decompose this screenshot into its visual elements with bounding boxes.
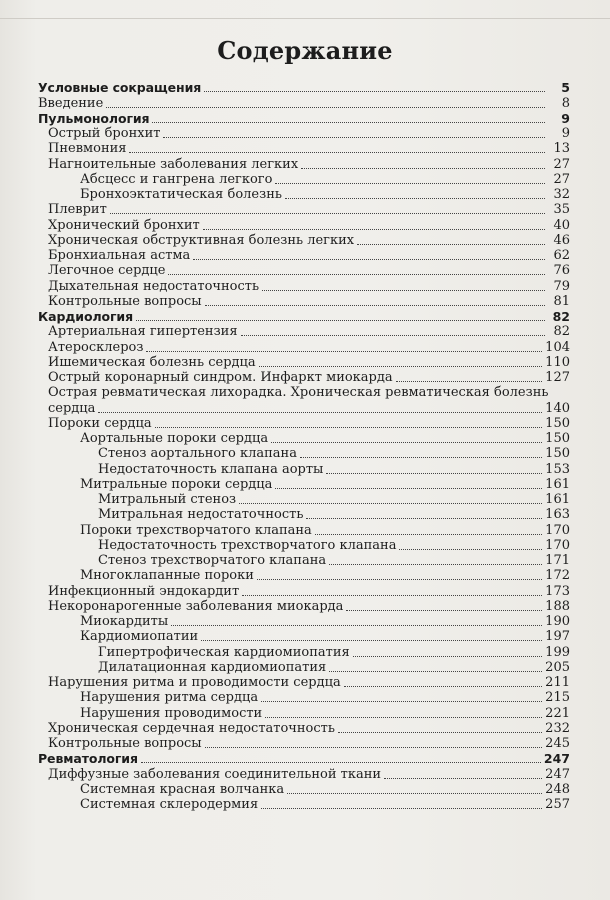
- dot-leader: [300, 457, 542, 458]
- toc-entry-title: Пороки сердца: [48, 415, 152, 431]
- toc-entry[interactable]: [38, 126, 570, 141]
- toc-entry[interactable]: [38, 660, 570, 675]
- toc-entry[interactable]: [38, 568, 570, 583]
- toc-entry-title: Ревматология: [38, 751, 138, 767]
- toc-entry[interactable]: [38, 675, 570, 690]
- dot-leader: [168, 274, 545, 275]
- toc-entry-title: Абсцесс и гангрена легкого: [80, 171, 273, 187]
- toc-entry[interactable]: [38, 553, 570, 568]
- dot-leader: [275, 488, 542, 489]
- toc-page-number: 190: [545, 614, 570, 629]
- toc-page-number: 161: [545, 476, 570, 492]
- toc-entry[interactable]: [38, 324, 570, 339]
- dot-leader: [203, 229, 545, 230]
- toc-entry-title: Хроническая сердечная недостаточность: [48, 720, 335, 736]
- dot-leader: [155, 427, 543, 428]
- toc-page-number: 9: [561, 110, 570, 126]
- toc-page-number: 35: [553, 202, 570, 218]
- toc-entry[interactable]: [38, 614, 570, 629]
- dot-leader: [242, 595, 542, 596]
- dot-leader: [171, 625, 542, 626]
- toc-entry[interactable]: [38, 690, 570, 705]
- toc-entry-title: Нарушения ритма и проводимости сердца: [48, 675, 341, 690]
- toc-page-number: 81: [553, 293, 570, 309]
- dot-leader: [301, 168, 545, 169]
- dot-leader: [338, 732, 542, 733]
- toc-entry[interactable]: [38, 721, 570, 736]
- toc-page-number: 161: [545, 492, 570, 507]
- toc-entry-title: Введение: [38, 95, 104, 111]
- toc-entry-title: Стеноз аортального клапана: [98, 446, 297, 462]
- dot-leader: [285, 198, 545, 199]
- toc-entry[interactable]: [38, 263, 570, 278]
- toc-page-number: 188: [545, 598, 570, 614]
- toc-page-number: 172: [545, 568, 570, 584]
- toc-section-heading[interactable]: [38, 111, 570, 126]
- toc-page-number: 13: [553, 141, 570, 157]
- toc-page-number: 197: [545, 629, 570, 645]
- toc-entry[interactable]: [38, 156, 570, 171]
- dot-leader: [275, 183, 545, 184]
- toc-entry[interactable]: [38, 766, 570, 781]
- toc-page-number: 140: [545, 400, 570, 416]
- dot-leader: [329, 671, 542, 672]
- toc-entry-title: Некоронарогенные заболевания миокарда: [48, 598, 344, 614]
- toc-section-heading[interactable]: [38, 309, 570, 324]
- dot-leader: [257, 579, 542, 580]
- dot-leader: [193, 259, 545, 260]
- toc-section-heading[interactable]: [38, 751, 570, 766]
- dot-leader: [106, 107, 545, 108]
- toc-page-number: 76: [553, 263, 570, 279]
- toc-page-number: 153: [545, 461, 570, 477]
- toc-entry[interactable]: [38, 95, 570, 110]
- toc-entry[interactable]: [38, 416, 570, 431]
- toc-entry-title: Недостаточность клапана аорты: [98, 461, 324, 477]
- toc-page-number: 248: [545, 781, 570, 797]
- toc-entry-title: Диффузные заболевания соединительной ткани: [48, 766, 382, 782]
- toc-entry-title: Многоклапанные пороки: [80, 568, 254, 584]
- toc-page-number: 163: [545, 507, 570, 523]
- dot-leader: [152, 122, 545, 123]
- toc-entry-title: Гипертрофическая кардиомиопатия: [98, 644, 350, 660]
- page-title: Содержание: [217, 36, 393, 65]
- toc-entry-title: Плеврит: [48, 202, 107, 218]
- toc-page-number: 5: [561, 80, 570, 96]
- toc-page-number: 247: [543, 751, 570, 767]
- toc-entry-title: Недостаточность трехстворчатого клапана: [98, 537, 397, 553]
- toc-entry[interactable]: [38, 538, 570, 553]
- toc-page-number: 82: [552, 309, 570, 324]
- toc-entry-title: Кардиомиопатии: [80, 629, 199, 645]
- toc-entry-title: Аортальные пороки сердца: [80, 431, 269, 446]
- toc-entry-title: Острый бронхит: [48, 126, 161, 141]
- toc-entry-title: Дыхательная недостаточность: [48, 278, 260, 294]
- toc-entry[interactable]: [38, 339, 570, 354]
- toc-page-number: 62: [553, 248, 570, 263]
- dot-leader: [239, 503, 542, 504]
- toc-entry[interactable]: [38, 431, 570, 446]
- toc-page-number: 215: [545, 690, 570, 706]
- dot-leader: [271, 442, 542, 443]
- toc-page-number: 150: [545, 431, 570, 446]
- toc-entry[interactable]: [38, 202, 570, 217]
- toc-page-number: 150: [545, 446, 570, 462]
- dot-leader: [259, 366, 543, 367]
- toc-page-number: 32: [553, 187, 570, 202]
- toc-entry[interactable]: [38, 294, 570, 309]
- toc-entry-title: Хроническая обструктивная болезнь легких: [48, 232, 355, 248]
- toc-entry-title: Стеноз трехстворчатого клапана: [98, 553, 327, 568]
- dot-leader: [329, 564, 542, 565]
- toc-entry[interactable]: [38, 248, 570, 263]
- toc-page-number: 221: [545, 705, 570, 721]
- toc-entry-title: Системная красная волчанка: [80, 781, 285, 797]
- toc-entry[interactable]: [38, 461, 570, 476]
- toc-entry[interactable]: [38, 629, 570, 644]
- toc-page-number: 245: [545, 736, 570, 751]
- toc-entry[interactable]: [38, 797, 570, 812]
- toc-entry-title: Контрольные вопросы: [48, 293, 202, 309]
- toc-entry[interactable]: [38, 477, 570, 492]
- dot-leader: [136, 320, 545, 321]
- dot-leader: [353, 656, 542, 657]
- toc-entry-title: Контрольные вопросы: [48, 736, 202, 751]
- toc-entry[interactable]: [38, 385, 570, 400]
- toc-entry-title: Пульмонология: [38, 110, 150, 126]
- toc-page-number: 110: [545, 354, 570, 370]
- dot-leader: [241, 335, 545, 336]
- toc-entry-title: Митральные пороки сердца: [80, 476, 273, 492]
- toc-page-number: 8: [561, 95, 570, 111]
- toc-entry[interactable]: [38, 599, 570, 614]
- dot-leader: [129, 152, 545, 153]
- dot-leader: [265, 717, 542, 718]
- dot-leader: [346, 610, 542, 611]
- toc-page-number: 104: [545, 339, 570, 355]
- toc-entry[interactable]: [38, 187, 570, 202]
- toc-entry-title: Кардиология: [38, 309, 133, 324]
- toc-page-number: 257: [545, 797, 570, 812]
- toc-section-heading[interactable]: [38, 80, 570, 95]
- toc-entry-title: Нарушения проводимости: [80, 705, 263, 721]
- page-top-rule: [0, 18, 610, 19]
- toc-entry-title-continuation: сердца: [48, 400, 96, 416]
- toc-entry[interactable]: [38, 355, 570, 370]
- toc-page-number: 247: [545, 766, 570, 782]
- toc-entry[interactable]: [38, 507, 570, 522]
- toc-entry[interactable]: [38, 705, 570, 720]
- dot-leader: [163, 137, 545, 138]
- toc-entry-title: Пороки трехстворчатого клапана: [80, 522, 312, 538]
- toc-page-number: 40: [553, 217, 570, 233]
- toc-entry[interactable]: [38, 583, 570, 598]
- toc-entry-title: Атеросклероз: [48, 339, 144, 355]
- toc-entry-title: Нагноительные заболевания легких: [48, 156, 299, 172]
- dot-leader: [344, 686, 542, 687]
- dot-leader: [384, 778, 542, 779]
- toc-page-number: 170: [545, 537, 570, 553]
- toc-page-number: 9: [561, 126, 570, 141]
- toc-entry-title: Системная склеродермия: [80, 797, 259, 812]
- toc-page-number: 82: [553, 324, 570, 340]
- toc-page-number: 79: [553, 278, 570, 294]
- toc-entry[interactable]: [38, 736, 570, 751]
- toc-page-number: 211: [545, 675, 570, 690]
- toc-entry[interactable]: [38, 370, 570, 385]
- toc-entry-title: Условные сокращения: [38, 80, 202, 96]
- dot-leader: [205, 305, 545, 306]
- toc-page-number: 173: [545, 583, 570, 599]
- toc-entry[interactable]: [38, 233, 570, 248]
- toc-entry[interactable]: [38, 217, 570, 232]
- dot-leader: [357, 244, 545, 245]
- toc-entry-title: Бронхиальная астма: [48, 248, 191, 263]
- dot-leader: [141, 762, 541, 763]
- toc-page-number: 27: [553, 156, 570, 172]
- toc-page-number: 232: [545, 720, 570, 736]
- dot-leader: [287, 793, 542, 794]
- toc-entry[interactable]: [38, 141, 570, 156]
- dot-leader: [399, 549, 542, 550]
- toc-entry[interactable]: [38, 278, 570, 293]
- dot-leader: [98, 412, 542, 413]
- toc-page-number: 46: [553, 232, 570, 248]
- toc-page-number: 170: [545, 522, 570, 538]
- toc-entry-title: Инфекционный эндокардит: [48, 583, 240, 599]
- toc-entry-title: Пневмония: [48, 141, 127, 157]
- toc-entry[interactable]: [38, 172, 570, 187]
- toc-entry-title: Хронический бронхит: [48, 217, 200, 233]
- toc-entry-title: Митральная недостаточность: [98, 507, 304, 523]
- dot-leader: [315, 534, 542, 535]
- toc-page-number: 199: [545, 644, 570, 660]
- toc-entry-title: Легочное сердце: [48, 263, 166, 279]
- toc-entry-title: Артериальная гипертензия: [48, 324, 238, 340]
- toc-entry[interactable]: [38, 782, 570, 797]
- toc-page-number: 150: [545, 415, 570, 431]
- dot-leader: [396, 381, 543, 382]
- toc-page-number: 127: [545, 370, 570, 385]
- toc-entry-title: Миокардиты: [80, 614, 169, 629]
- dot-leader: [204, 91, 545, 92]
- table-of-contents: [38, 80, 570, 812]
- toc-page-number: 27: [553, 171, 570, 187]
- toc-page-number: 171: [545, 553, 570, 568]
- dot-leader: [110, 213, 545, 214]
- toc-entry-title: Дилатационная кардиомиопатия: [98, 659, 327, 675]
- toc-entry-title: Острая ревматическая лихорадка. Хроническая ревматическая болезнь: [48, 385, 549, 401]
- dot-leader: [261, 701, 542, 702]
- dot-leader: [205, 747, 543, 748]
- toc-page-number: 205: [545, 659, 570, 675]
- dot-leader: [306, 518, 542, 519]
- dot-leader: [261, 808, 542, 809]
- toc-entry-title: Ишемическая болезнь сердца: [48, 354, 256, 370]
- toc-entry-title: Острый коронарный синдром. Инфаркт миокарда: [48, 370, 393, 385]
- toc-entry[interactable]: [38, 492, 570, 507]
- toc-entry[interactable]: [38, 522, 570, 537]
- dot-leader: [201, 640, 542, 641]
- toc-entry-title: Бронхоэктатическая болезнь: [80, 187, 282, 202]
- toc-entry[interactable]: [38, 446, 570, 461]
- toc-entry[interactable]: [38, 644, 570, 659]
- toc-entry-title: Митральный стеноз: [98, 492, 237, 507]
- dot-leader: [326, 473, 542, 474]
- dot-leader: [262, 290, 545, 291]
- toc-entry-continuation[interactable]: [38, 400, 570, 415]
- dot-leader: [146, 351, 542, 352]
- toc-entry-title: Нарушения ритма сердца: [80, 690, 259, 706]
